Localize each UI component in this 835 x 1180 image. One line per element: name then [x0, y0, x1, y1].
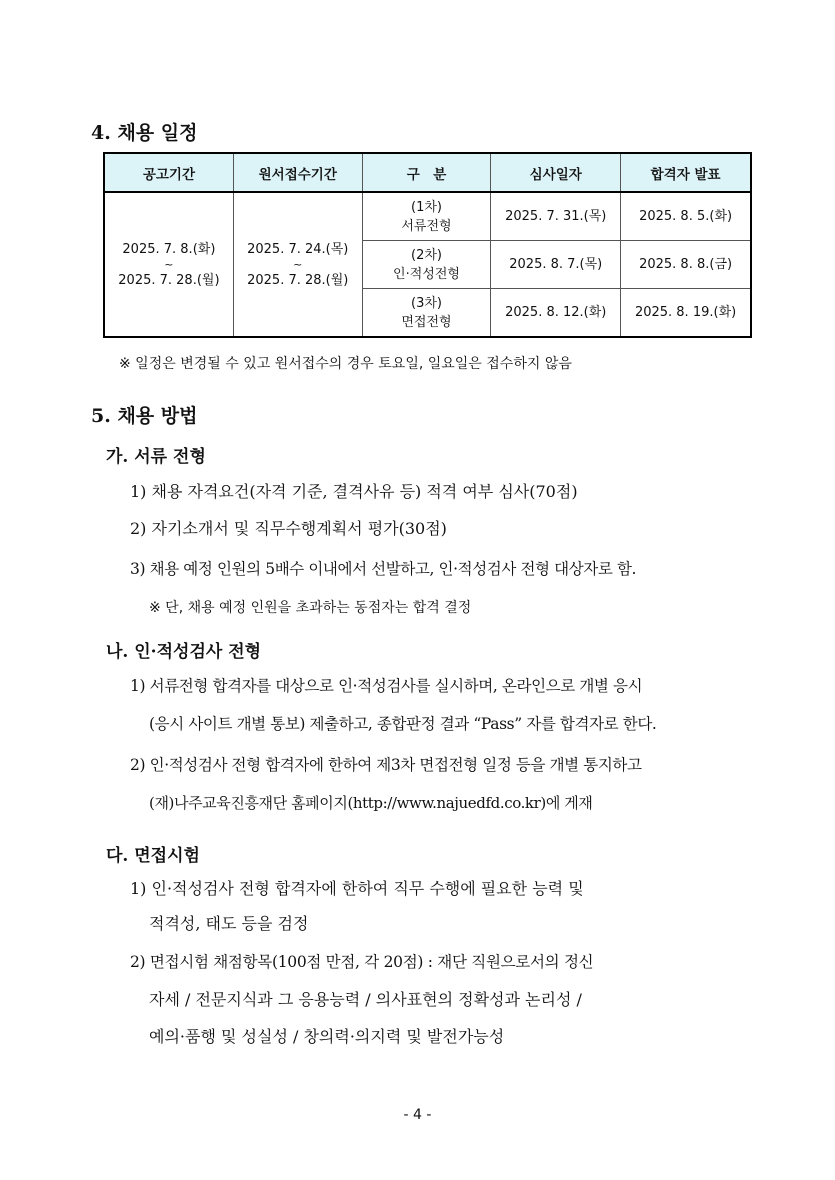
page-number: - 4 - [403, 1107, 432, 1123]
stage-cell [362, 241, 491, 289]
posting-start: 2025. 7. 8.(화) [122, 241, 216, 257]
header-posting-period: 공고기간 [104, 153, 233, 192]
stage-name: 면접전형 [401, 314, 452, 330]
stage-cell [362, 192, 491, 241]
section-4-title: 4. 채용 일정 [91, 122, 198, 144]
da-line-3: 2) 면접시험 채점항목(100점 만점, 각 20점) : 재단 직원으로서의 정신 [130, 953, 594, 971]
stage-cell [362, 289, 491, 338]
na-line-4: (재)나주교육진흥재단 홈페이지(http://www.najuedfd.co.kr)에 게재 [149, 794, 593, 812]
apply-end: 2025. 7. 28.(월) [247, 272, 349, 288]
table-row [104, 192, 751, 241]
review-date-cell: 2025. 8. 12.(화) [491, 289, 621, 338]
da-line-1: 1) 인·적성검사 전형 합격자에 한하여 직무 수행에 필요한 능력 및 [130, 879, 584, 898]
posting-period-cell [104, 192, 233, 337]
posting-end: 2025. 7. 28.(월) [118, 272, 220, 288]
stage-name: 서류전형 [401, 218, 452, 234]
subsection-ga-title: 가. 서류 전형 [106, 447, 206, 467]
application-period-cell [233, 192, 362, 337]
announce-date-cell: 2025. 8. 8.(금) [621, 241, 751, 289]
stage-name: 인·적성전형 [393, 266, 460, 282]
review-date-cell: 2025. 7. 31.(목) [491, 192, 621, 241]
ga-item-1: 1) 채용 자격요건(자격 기준, 결격사유 등) 적격 여부 심사(70점) [130, 482, 578, 501]
posting-tilde: ~ [164, 257, 174, 271]
stage-number: (2차) [411, 247, 442, 263]
na-line-3: 2) 인·적성검사 전형 합격자에 한하여 제3차 면접전형 일정 등을 개별 통지하고 [130, 756, 642, 774]
schedule-table [103, 152, 752, 338]
apply-tilde: ~ [293, 257, 303, 271]
section-5-title: 5. 채용 방법 [91, 405, 198, 427]
stage-number: (3차) [411, 295, 442, 311]
header-announcement: 합격자 발표 [621, 153, 751, 192]
na-line-1: 1) 서류전형 합격자를 대상으로 인·적성검사를 실시하며, 온라인으로 개별 응시 [130, 677, 643, 695]
stage-number: (1차) [411, 199, 442, 215]
header-category: 구 분 [362, 153, 491, 192]
ga-note: ※ 단, 채용 예정 인원을 초과하는 동점자는 합격 결정 [149, 600, 472, 616]
subsection-da-title: 다. 면접시험 [106, 846, 200, 866]
da-line-5: 예의·품행 및 성실성 / 창의력·의지력 및 발전가능성 [149, 1027, 505, 1046]
da-line-4: 자세 / 전문지식과 그 응용능력 / 의사표현의 정확성과 논리성 / [149, 990, 582, 1009]
review-date-cell: 2025. 8. 7.(목) [491, 241, 621, 289]
na-line-2: (응시 사이트 개별 통보) 제출하고, 종합판정 결과 “Pass” 자를 합격자로 한다. [149, 715, 657, 733]
subsection-na-title: 나. 인·적성검사 전형 [106, 642, 262, 662]
announce-date-cell: 2025. 8. 19.(화) [621, 289, 751, 338]
schedule-note: ※ 일정은 변경될 수 있고 원서접수의 경우 토요일, 일요일은 접수하지 않음 [119, 356, 572, 372]
ga-item-2: 2) 자기소개서 및 직무수행계획서 평가(30점) [130, 519, 447, 538]
header-application-period: 원서접수기간 [233, 153, 362, 192]
announce-date-cell: 2025. 8. 5.(화) [621, 192, 751, 241]
ga-item-3: 3) 채용 예정 인원의 5배수 이내에서 선발하고, 인·적성검사 전형 대상자로 함. [130, 560, 637, 578]
header-review-date: 심사일자 [491, 153, 621, 192]
apply-start: 2025. 7. 24.(목) [247, 241, 349, 257]
da-line-2: 적격성, 태도 등을 검정 [149, 914, 309, 933]
